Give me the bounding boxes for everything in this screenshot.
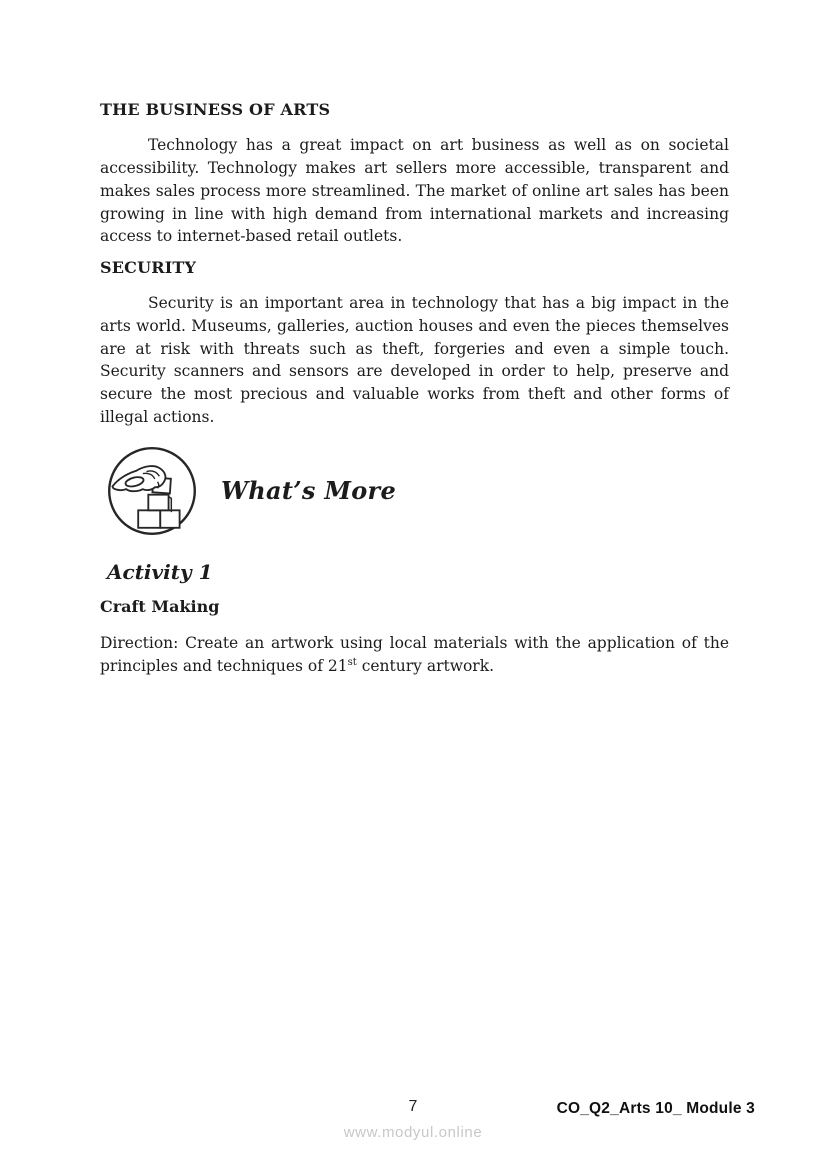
section-heading-security: SECURITY xyxy=(100,257,197,277)
direction-text-tail: century artwork. xyxy=(356,656,495,675)
activity-subtitle: Craft Making xyxy=(100,596,220,616)
direction-text: Direction: Create an artwork using local materials with the application of the principles and techniques of 21 xyxy=(100,634,729,675)
page-content xyxy=(100,101,729,678)
hand-stacking-blocks-icon xyxy=(106,445,198,537)
paragraph-security: Security is an important area in technology that has a big impact in the arts world. Museums, galleries, auction houses and even the pieces themselves are at risk with threats such as theft, forgeries and even a simple touch. Security scanners and sensors are developed in order to help, preserve and secure the most precious and valuable works from theft and other forms of illegal actions. xyxy=(100,294,729,426)
paragraph-business-of-arts: Technology has a great impact on art business as well as on societal accessibility. Technology makes art sellers more accessible, transparent and makes sales process more streamlined. The market of online art sales has been growing in line with high demand from international markets and increasing access to internet-based retail outlets. xyxy=(100,136,729,246)
activity-direction xyxy=(100,632,729,677)
activity-title: Activity 1 xyxy=(107,559,213,584)
module-label: CO_Q2_Arts 10_ Module 3 xyxy=(556,1100,755,1117)
whats-more-title: What’s More xyxy=(221,476,397,506)
section-heading-business-of-arts: THE BUSINESS OF ARTS xyxy=(100,100,331,119)
watermark: www.modyul.online xyxy=(343,1124,483,1141)
ordinal-superscript: st xyxy=(347,656,357,668)
whats-more-banner xyxy=(106,445,729,537)
page-number: 7 xyxy=(408,1098,418,1115)
